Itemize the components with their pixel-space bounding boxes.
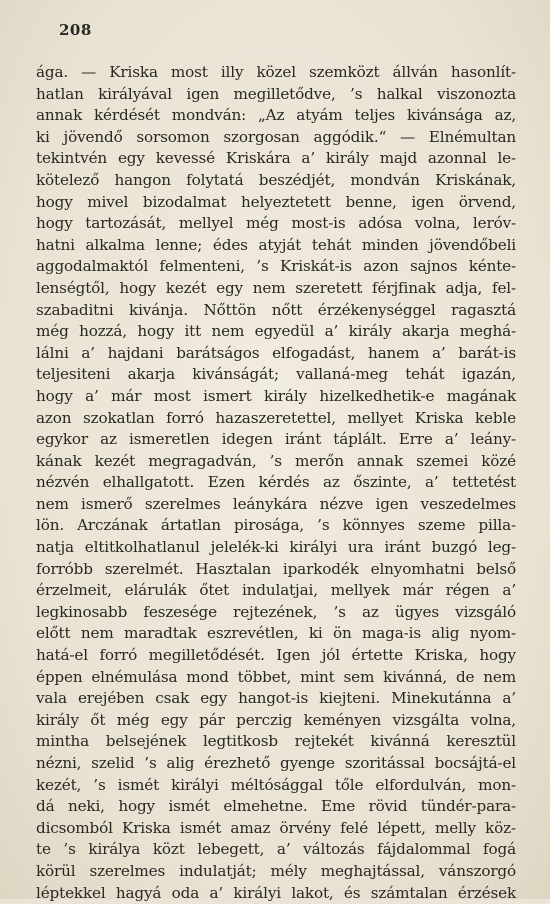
text-line: körül szerelmes indulatját; mély meghajtással, vánszorgó — [36, 861, 516, 880]
text-line: király őt még egy pár perczig keményen vizsgálta volna, — [36, 710, 516, 729]
page-number: 208 — [59, 21, 92, 39]
text-line: hogy a’ már most ismert király hizelkedhetik-e magának — [36, 386, 516, 405]
text-line: natja eltitkolhatlanul jelelék-ki királyi ura iránt buzgó leg- — [36, 538, 516, 557]
text-line: legkinosabb feszesége rejtezének, ’s az ügyes vizsgáló — [36, 602, 516, 621]
text-line: aggodalmaktól felmenteni, ’s Kriskát-is azon sajnos kénte- — [36, 257, 516, 276]
text-line: lenségtől, hogy kezét egy nem szeretett férjfinak adja, fel- — [36, 278, 516, 297]
text-line: tekintvén egy kevessé Kriskára a’ király majd azonnal le- — [36, 149, 516, 168]
text-line: mintha belsejének legtitkosb rejtekét kivánná keresztül — [36, 732, 516, 751]
text-line: kának kezét megragadván, ’s merőn annak szemei közé — [36, 451, 516, 470]
text-line: hatá-el forró megilletődését. Igen jól értette Kriska, hogy — [36, 646, 516, 665]
text-line: hatlan királyával igen megilletődve, ’s halkal viszonozta — [36, 84, 516, 103]
text-line: teljesiteni akarja kivánságát; vallaná-meg tehát igazán, — [36, 365, 516, 384]
text-line: azon szokatlan forró hazaszeretettel, mellyet Kriska keble — [36, 408, 516, 427]
text-line: még hozzá, hogy itt nem egyedül a’ király akarja meghá- — [36, 322, 516, 341]
text-line: ki jövendő sorsomon szorgosan aggódik.“ — Elnémultan — [36, 127, 516, 146]
text-line: dicsomból Kriska ismét amaz örvény felé lépett, melly köz- — [36, 818, 516, 837]
text-line: te ’s királya közt lebegett, a’ változás fájdalommal fogá — [36, 840, 516, 859]
text-line: egykor az ismeretlen idegen iránt táplált. Erre a’ leány- — [36, 430, 516, 449]
text-line: vala erejében csak egy hangot-is kiejteni. Minekutánna a’ — [36, 689, 516, 708]
text-line: hatni alkalma lenne; édes atyját tehát minden jövendőbeli — [36, 235, 516, 254]
text-line: nézvén elhallgatott. Ezen kérdés az őszinte, a’ tettetést — [36, 473, 516, 492]
text-line: előtt nem maradtak eszrevétlen, ki ön maga-is alig nyom- — [36, 624, 516, 643]
text-line: szabaditni kivánja. Nőttön nőtt érzékenységgel ragasztá — [36, 300, 516, 319]
text-line: léptekkel hagyá oda a’ királyi lakot, és számtalan érzések — [36, 883, 516, 902]
text-line: hogy tartozását, mellyel még most-is adósa volna, leróv- — [36, 214, 516, 233]
text-line: forróbb szerelmét. Hasztalan iparkodék elnyomhatni belső — [36, 559, 516, 578]
text-line: nézni, szelid ’s alig érezhető gyenge szoritással bocsájtá-el — [36, 754, 516, 772]
text-line: lálni a’ hajdani barátságos elfogadást, hanem a’ barát-is — [36, 343, 516, 362]
text-line: kötelező hangon folytatá beszédjét, mondván Kriskának, — [36, 170, 516, 189]
text-line: annak kérdését mondván: „Az atyám teljes kivánsága az, — [36, 106, 516, 125]
text-line: lön. Arczának ártatlan pirosága, ’s könnyes szeme pilla- — [36, 516, 516, 535]
text-line: éppen elnémulása mond többet, mint sem kivánná, de nem — [36, 667, 516, 686]
text-line: dá neki, hogy ismét elmehetne. Eme rövid tündér-para- — [36, 797, 516, 816]
text-line: nem ismerő szerelmes leánykára nézve igen veszedelmes — [36, 494, 516, 513]
text-line: ága. — Kriska most illy közel szemközt állván hasonlít- — [36, 63, 516, 81]
text-line: kezét, ’s ismét királyi méltósággal tőle elfordulván, mon- — [36, 775, 516, 794]
body-text — [36, 62, 516, 904]
text-line: érzelmeit, elárulák őtet indulatjai, mellyek már régen a’ — [36, 581, 516, 600]
text-line: hogy mivel bizodalmat helyeztetett benne, igen örvend, — [36, 192, 516, 211]
